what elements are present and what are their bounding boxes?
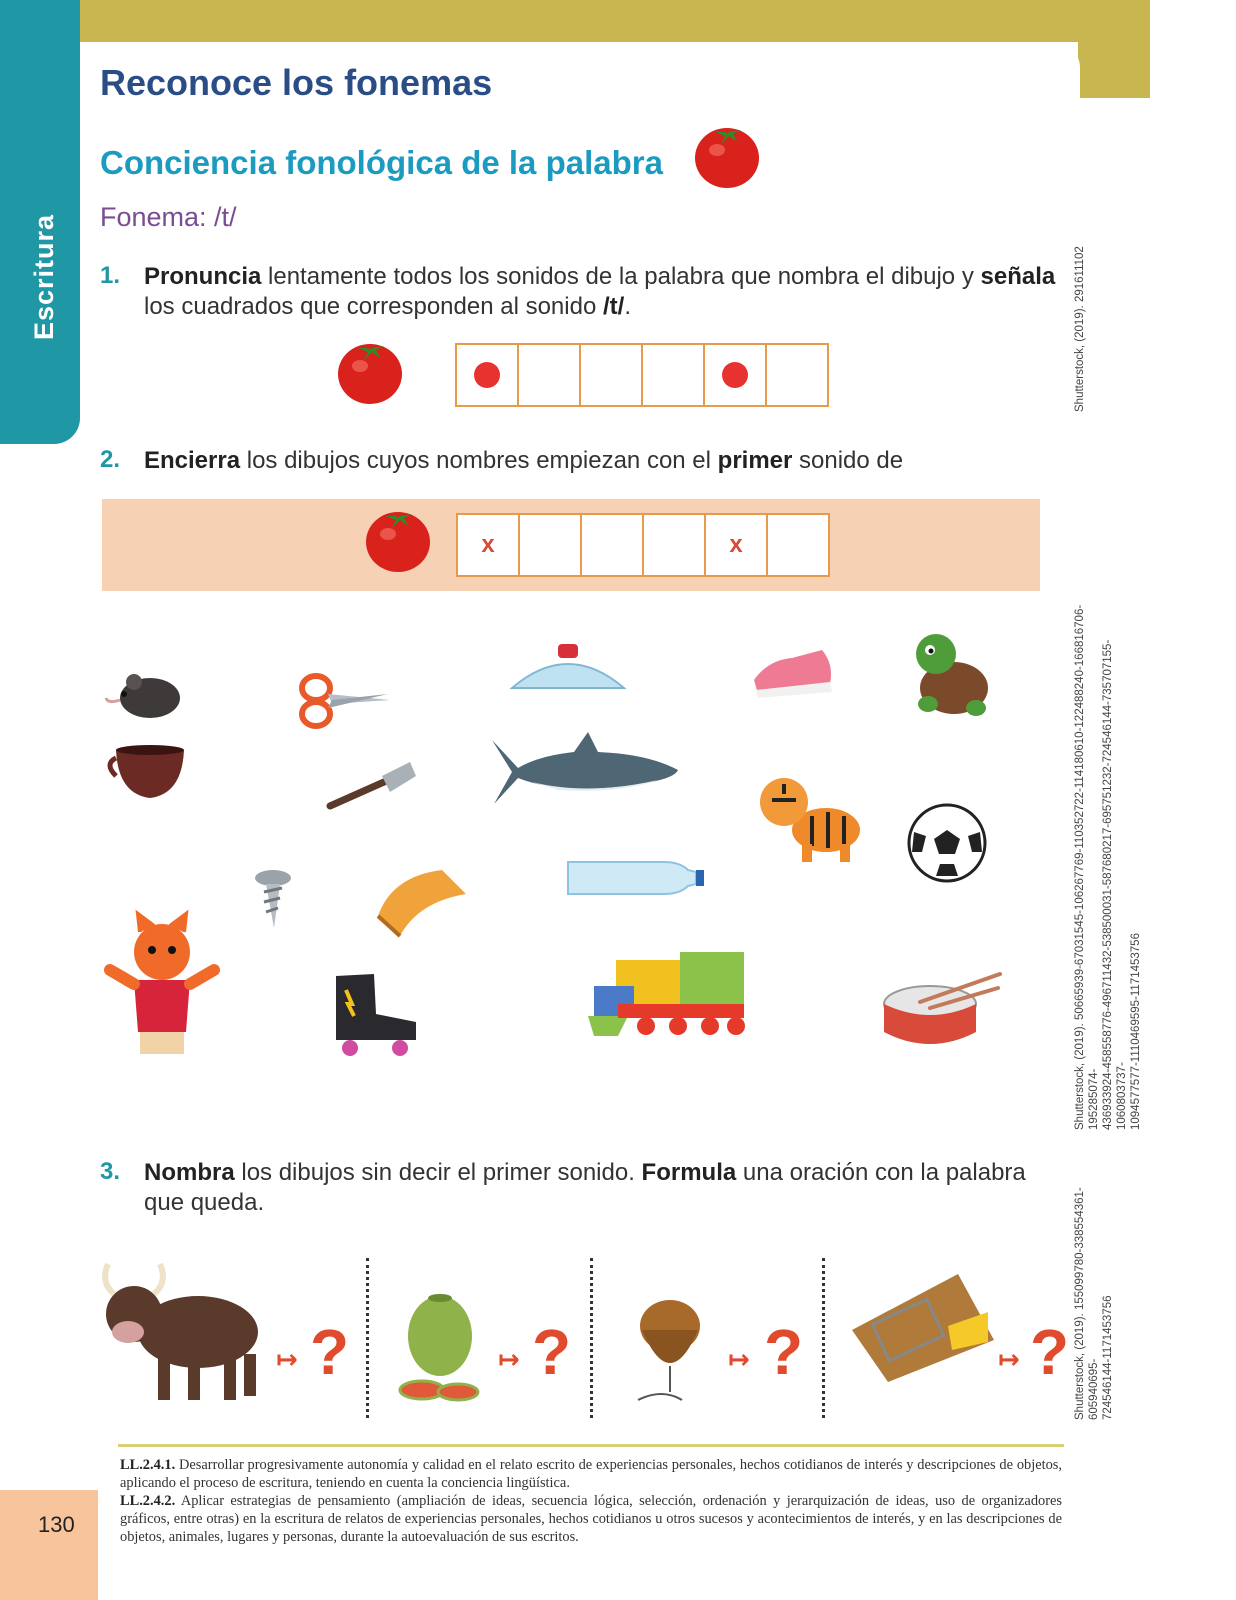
tomato-icon <box>336 336 404 406</box>
side-tab-label: Escritura <box>29 213 59 340</box>
question-3 <box>100 1158 1060 1218</box>
phoneme-box[interactable] <box>706 515 768 575</box>
phoneme-box[interactable] <box>520 515 582 575</box>
question-number: 3. <box>100 1158 121 1185</box>
phoneme-box[interactable] <box>644 515 706 575</box>
question-mark: ? <box>532 1316 572 1388</box>
bull-icon[interactable] <box>98 1256 264 1406</box>
roof-tile-icon[interactable] <box>372 866 472 938</box>
page-title: Reconoce los fonemas <box>100 62 493 103</box>
tomato-icon <box>693 120 761 190</box>
mousetrap-icon[interactable] <box>848 1270 998 1384</box>
question-text: Nombra los dibujos sin decir el primer sonido. Formula una oración con la palabra que queda. <box>144 1159 1026 1216</box>
x-mark: x <box>481 531 495 558</box>
phoneme-boxes <box>455 343 829 407</box>
divider <box>366 1258 369 1418</box>
question-mark: ? <box>1030 1316 1070 1388</box>
cake-cover-icon[interactable] <box>508 640 628 696</box>
divider <box>822 1258 825 1418</box>
arrow-icon: ↦ <box>276 1344 298 1374</box>
question-2 <box>100 446 1060 476</box>
scissors-icon[interactable] <box>298 670 394 732</box>
arrow-icon: ↦ <box>498 1344 520 1374</box>
question-1 <box>100 262 1060 322</box>
phoneme-box[interactable] <box>768 515 828 575</box>
header-bar-corner <box>1078 0 1150 98</box>
screw-icon[interactable] <box>252 868 294 930</box>
standard-2: LL.2.4.2. Aplicar estrategias de pensamiento (ampliación de ideas, secuencia lógica, selección, ordenación y jerarquización de ideas, uso de organizadores gráficos, entre otras) en la escritura de relatos de experiencias personales, hechos cotidianos u otros sucesos y acontecimientos de interés, y en las descripciones de objetos, animales, lugares y personas, durante la autoevaluación de sus escritos. <box>120 1493 1062 1545</box>
roller-skate-icon[interactable] <box>330 970 422 1058</box>
prickly-pear-icon[interactable] <box>400 1294 480 1404</box>
phoneme-box[interactable] <box>457 345 519 405</box>
puppet-icon[interactable] <box>100 914 224 1056</box>
phoneme-boxes <box>456 513 830 577</box>
phoneme-box[interactable] <box>519 345 581 405</box>
phoneme-box[interactable] <box>705 345 767 405</box>
question-mark: ? <box>764 1316 804 1388</box>
spinning-top-icon[interactable] <box>632 1296 708 1408</box>
question-number: 1. <box>100 262 121 289</box>
turtle-icon[interactable] <box>906 632 992 720</box>
tiger-icon[interactable] <box>752 770 864 866</box>
tomato-icon <box>364 504 432 574</box>
image-credit: Shutterstock, (2019). 155099780-338554361-605940695- 724546144-1171453756 <box>1074 1187 1114 1420</box>
phoneme-box[interactable] <box>767 345 827 405</box>
page-number-block <box>0 1490 98 1600</box>
mouse-icon[interactable] <box>104 664 184 724</box>
question-text: Encierra los dibujos cuyos nombres empiezan con el primer sonido de <box>144 447 904 474</box>
soccer-ball-icon[interactable] <box>906 802 988 884</box>
arrow-icon: ↦ <box>728 1344 750 1374</box>
shark-icon[interactable] <box>488 730 684 810</box>
phoneme-box[interactable] <box>643 345 705 405</box>
footer-rule <box>118 1444 1064 1447</box>
standard-1: LL.2.4.1. Desarrollar progresivamente autonomía y calidad en el relato escrito de experiencias personales, hechos cotidianos de interés y descripciones de objetos, aplicando el proceso de escritura, teniendo en cuenta la conciencia lingüística. <box>120 1457 1062 1491</box>
spatula-icon[interactable] <box>326 756 418 814</box>
phoneme-box[interactable] <box>582 515 644 575</box>
image-credit: Shutterstock, (2019). 291611102 <box>1074 246 1086 412</box>
phoneme-box[interactable] <box>458 515 520 575</box>
phoneme-box[interactable] <box>581 345 643 405</box>
question-mark: ? <box>310 1316 350 1388</box>
header-bar <box>78 0 1150 42</box>
sneaker-icon[interactable] <box>748 640 836 702</box>
train-icon[interactable] <box>588 946 752 1040</box>
question-number: 2. <box>100 446 121 473</box>
question-text: Pronuncia lentamente todos los sonidos de la palabra que nombra el dibujo y señala los cuadrados que corresponden al sonido /t/. <box>144 263 1056 320</box>
marked-dot <box>474 362 500 388</box>
page-number: 130 <box>38 1512 75 1537</box>
phoneme-label: Fonema: /t/ <box>100 202 237 232</box>
water-bottle-icon[interactable] <box>564 854 706 902</box>
image-credit: Shutterstock, (2019). 50665939-67031545-106267769-110352722-114180610-122488240-166816706-195285074- 436933924-458558776-496711432-538500031-587680217-695751232-724546144-735707155-1060803737- 1094577577-1110469595-1171453756 <box>1074 604 1142 1130</box>
arrow-icon: ↦ <box>998 1344 1020 1374</box>
section-title: Conciencia fonológica de la palabra <box>100 144 663 181</box>
divider <box>590 1258 593 1418</box>
drum-icon[interactable] <box>880 966 1004 1056</box>
x-mark: x <box>729 531 743 558</box>
cup-icon[interactable] <box>106 744 198 804</box>
marked-dot <box>722 362 748 388</box>
